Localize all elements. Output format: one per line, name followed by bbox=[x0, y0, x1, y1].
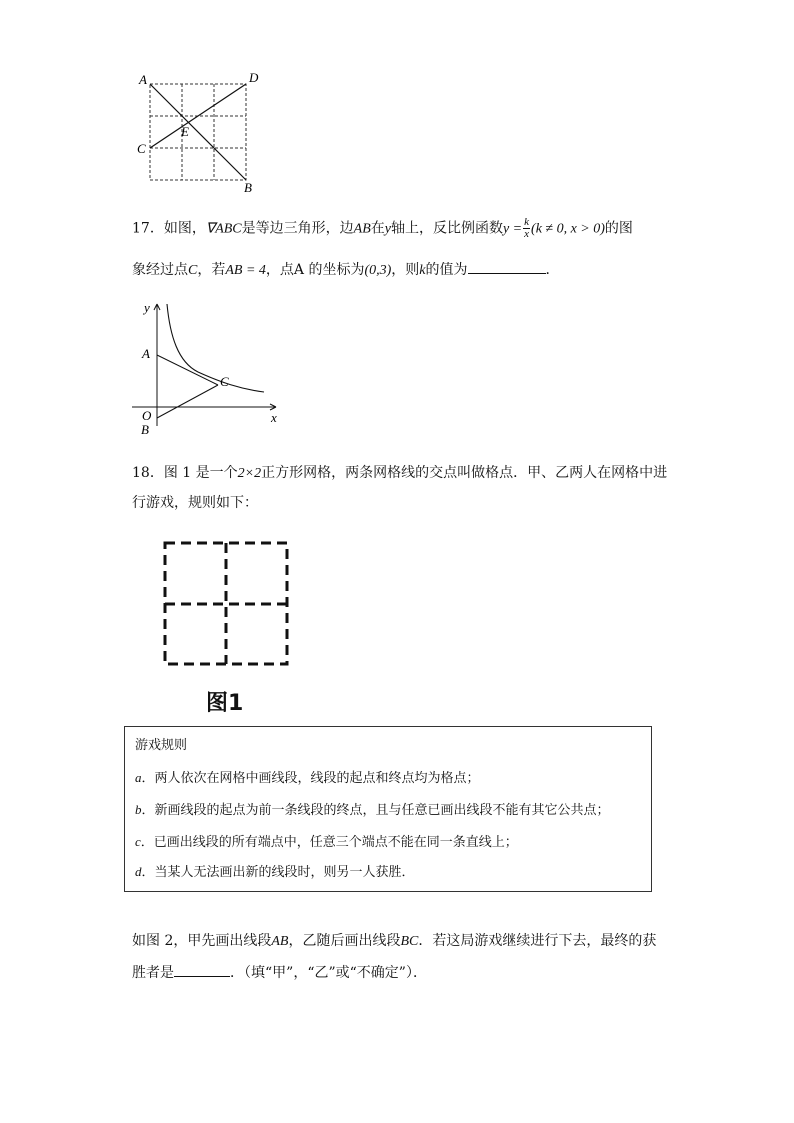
q18-question-line-1: 如图 2，甲先画出线段AB，乙随后画出线段BC．若这局游戏继续进行下去，最终的获 bbox=[132, 933, 657, 949]
rule-d: d．当某人无法画出新的线段时，则另一人获胜． bbox=[135, 864, 415, 880]
label-O: O bbox=[142, 408, 152, 423]
figure-1-caption: 图1 bbox=[206, 691, 244, 716]
q16-grid-figure bbox=[130, 68, 270, 198]
hyperbola-curve bbox=[167, 304, 264, 392]
label-A: A bbox=[139, 72, 147, 87]
label-C: C bbox=[137, 141, 146, 156]
label-y: y bbox=[144, 300, 150, 315]
label-x: x bbox=[271, 410, 277, 425]
label-D: D bbox=[249, 70, 259, 85]
game-rules-box bbox=[124, 726, 652, 892]
figure-1-grid bbox=[160, 538, 294, 672]
q18-answer-blank[interactable] bbox=[174, 962, 230, 977]
q17-line-2: 象经过点C，若AB = 4，点A 的坐标为(0,3)，则k的值为 ． bbox=[132, 259, 560, 281]
rule-c: c．已画出线段的所有端点中，任意三个端点不能在同一条直线上； bbox=[135, 834, 518, 850]
label-A: A bbox=[142, 346, 150, 361]
q18-line-1: 18．图 1 是一个2×2正方形网格，两条网格线的交点叫做格点．甲、乙两人在网格中进 bbox=[132, 465, 668, 481]
q17-number: 17． bbox=[132, 220, 164, 237]
label-C: C bbox=[220, 374, 229, 389]
label-B: B bbox=[141, 422, 149, 437]
label-E: E bbox=[181, 124, 189, 139]
q17-answer-blank[interactable] bbox=[468, 259, 546, 274]
segment-BC bbox=[157, 385, 218, 418]
q18-number: 18． bbox=[132, 465, 164, 481]
q17-line-1: 17．如图，∇ABC是等边三角形，边AB在y轴上，反比例函数y = $\frac{k}{x}$ (k ≠ 0, x > 0)的图 bbox=[132, 216, 633, 240]
rule-b: b．新画线段的起点为前一条线段的终点，且与任意已画出线段不能有其它公共点； bbox=[135, 802, 610, 818]
q18-line-2: 行游戏，规则如下： bbox=[132, 495, 258, 511]
q18-question-line-2: 胜者是 ．（填“甲”，“乙”或“不确定”）． bbox=[132, 962, 427, 983]
q17-graph-figure bbox=[128, 296, 288, 442]
segment-AB bbox=[150, 84, 246, 180]
fraction-k-over-x: $\frac{k}{x}$ bbox=[524, 216, 530, 240]
rules-title: 游戏规则 bbox=[135, 738, 188, 753]
rule-a: a．两人依次在网格中画线段，线段的起点和终点均为格点； bbox=[135, 770, 480, 786]
label-B: B bbox=[244, 180, 252, 195]
segment-AC bbox=[157, 355, 218, 385]
